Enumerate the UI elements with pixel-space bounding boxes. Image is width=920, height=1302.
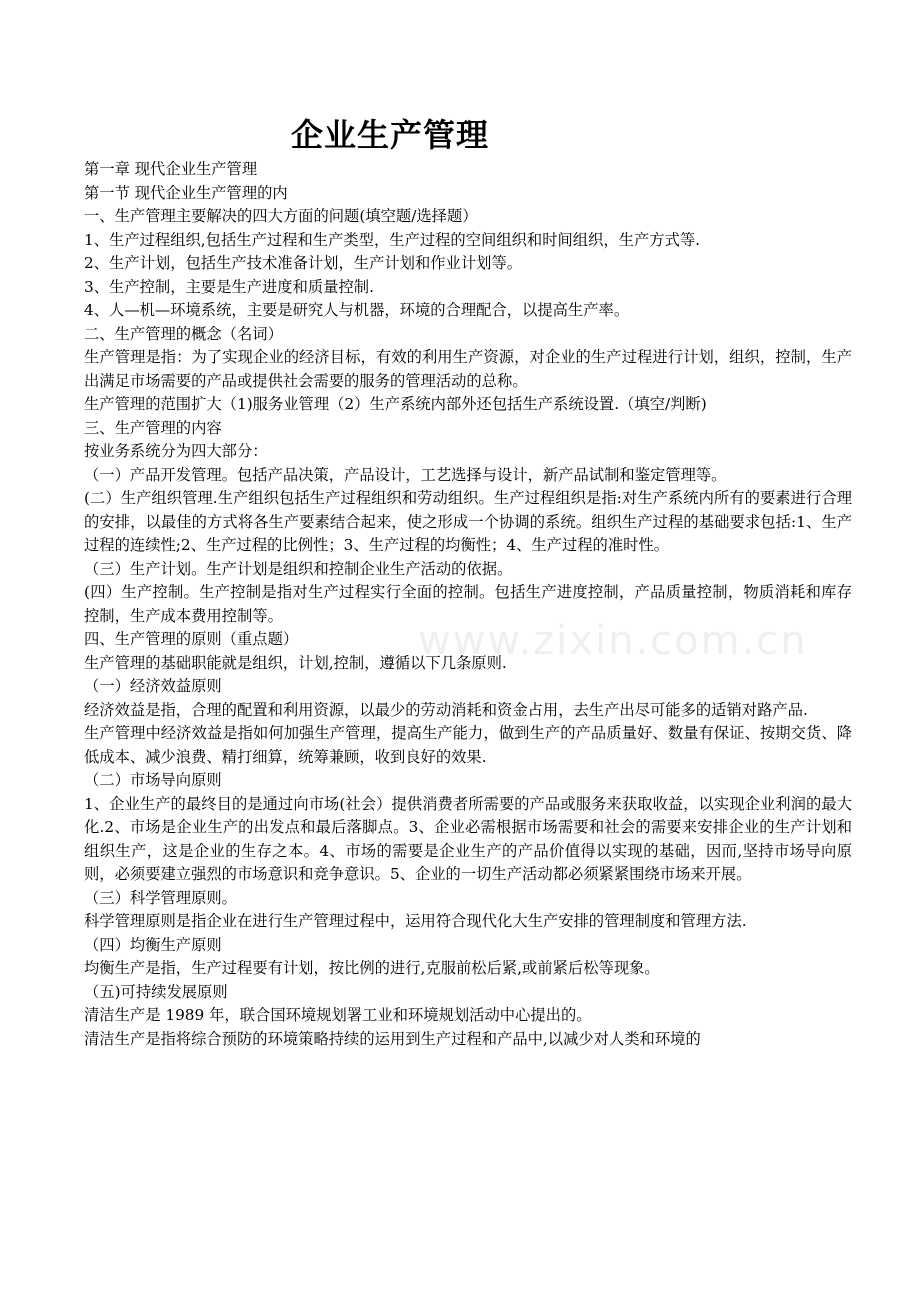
document-body [84, 158, 852, 1051]
heading-3: 三、生产管理的内容 [84, 418, 222, 437]
subheading: （二）市场导向原则 [84, 771, 222, 789]
heading-4: 四、生产管理的原则（重点题） [84, 630, 299, 648]
chapter-heading: 第一章 现代企业生产管理 [84, 160, 258, 178]
heading-2: 二、生产管理的概念（名词） [84, 324, 283, 343]
subheading: （五)可持续发展原则 [84, 982, 228, 1001]
paragraph: 生产管理中经济效益是指如何加强生产管理，提高生产能力，做到生产的产品质量好、数量有保证、按期交货、降低成本、减少浪费、精打细算，统筹兼顾，收到良好的效果. [84, 724, 852, 766]
paragraph: 清洁生产是指将综合预防的环境策略持续的运用到生产过程和产品中,以减少对人类和环境的 [84, 1029, 701, 1048]
paragraph: （一）产品开发管理。包括产品决策，产品设计，工艺选择与设计，新产品试制和鉴定管理等。 [84, 465, 727, 484]
paragraph: 1、企业生产的最终目的是通过向市场(社会）提供消费者所需要的产品或服务来获取收益，以实现企业利润的最大化.2、市场是企业生产的出发点和最后落脚点。3、企业必需根据市场需要和社会的需要来安排企业的生产计划和组织生产，这是企业的生存之本。4、市场的需要是企业生产的产品价值得以实现的基础，因而,坚持市场导向原则，必须要建立强烈的市场意识和竞争意识。5、企业的一切生产活动都必须紧紧围绕市场来开展。 [84, 794, 852, 883]
watermark: www.zixin.com.cn [418, 618, 808, 664]
paragraph: 1、生产过程组织,包括生产过程和生产类型，生产过程的空间组织和时间组织，生产方式等. [84, 230, 701, 249]
paragraph: (四）生产控制。生产控制是指对生产过程实行全面的控制。包括生产进度控制，产品质量控制，物质消耗和库存控制，生产成本费用控制等。 [84, 583, 852, 625]
paragraph: 科学管理原则是指企业在进行生产管理过程中，运用符合现代化大生产安排的管理制度和管理方法. [84, 912, 747, 930]
paragraph: 生产管理的基础职能就是组织，计划,控制，遵循以下几条原则. [84, 653, 507, 672]
section-heading: 第一节 现代企业生产管理的内 [84, 183, 288, 202]
heading-1: 一、生产管理主要解决的四大方面的问题(填空题/选择题） [84, 207, 478, 225]
paragraph: 2、生产计划，包括生产技术准备计划，生产计划和作业计划等。 [84, 254, 523, 272]
paragraph: （三）生产计划。生产计划是组织和控制企业生产活动的依据。 [84, 559, 513, 578]
subheading: （三）科学管理原则。 [84, 888, 237, 907]
paragraph: 均衡生产是指，生产过程要有计划，按比例的进行,克服前松后紧,或前紧后松等现象。 [84, 959, 660, 977]
paragraph: (二）生产组织管理.生产组织包括生产过程组织和劳动组织。生产过程组织是指:对生产系统内所有的要素进行合理的安排，以最佳的方式将各生产要素结合起来，使之形成一个协调的系统。组织生产过程的基础要求包括:1、生产过程的连续性;2、生产过程的比例性；3、生产过程的均衡性；4、生产过程的准时性。 [84, 489, 852, 554]
paragraph: 生产管理是指：为了实现企业的经济目标，有效的利用生产资源，对企业的生产过程进行计划，组织，控制，生产出满足市场需要的产品或提供社会需要的服务的管理活动的总称。 [84, 348, 852, 390]
document-title: 企业生产管理 [290, 116, 489, 154]
paragraph: 4、人—机—环境系统，主要是研究人与机器，环境的合理配合，以提高生产率。 [84, 301, 630, 319]
paragraph: 清洁生产是 1989 年，联合国环境规划署工业和环境规划活动中心提出的。 [84, 1006, 592, 1024]
paragraph: 生产管理的范围扩大（1)服务业管理（2）生产系统内部外还包括生产系统设置.（填空/判断) [84, 395, 707, 413]
paragraph: 经济效益是指，合理的配置和利用资源，以最少的劳动消耗和资金占用，去生产出尽可能多的适销对路产品. [84, 700, 808, 719]
paragraph: 3、生产控制，主要是生产进度和质量控制. [84, 277, 374, 296]
paragraph: 按业务系统分为四大部分： [84, 442, 268, 460]
subheading: （一）经济效益原则 [84, 677, 222, 695]
subheading: （四）均衡生产原则 [84, 935, 222, 954]
